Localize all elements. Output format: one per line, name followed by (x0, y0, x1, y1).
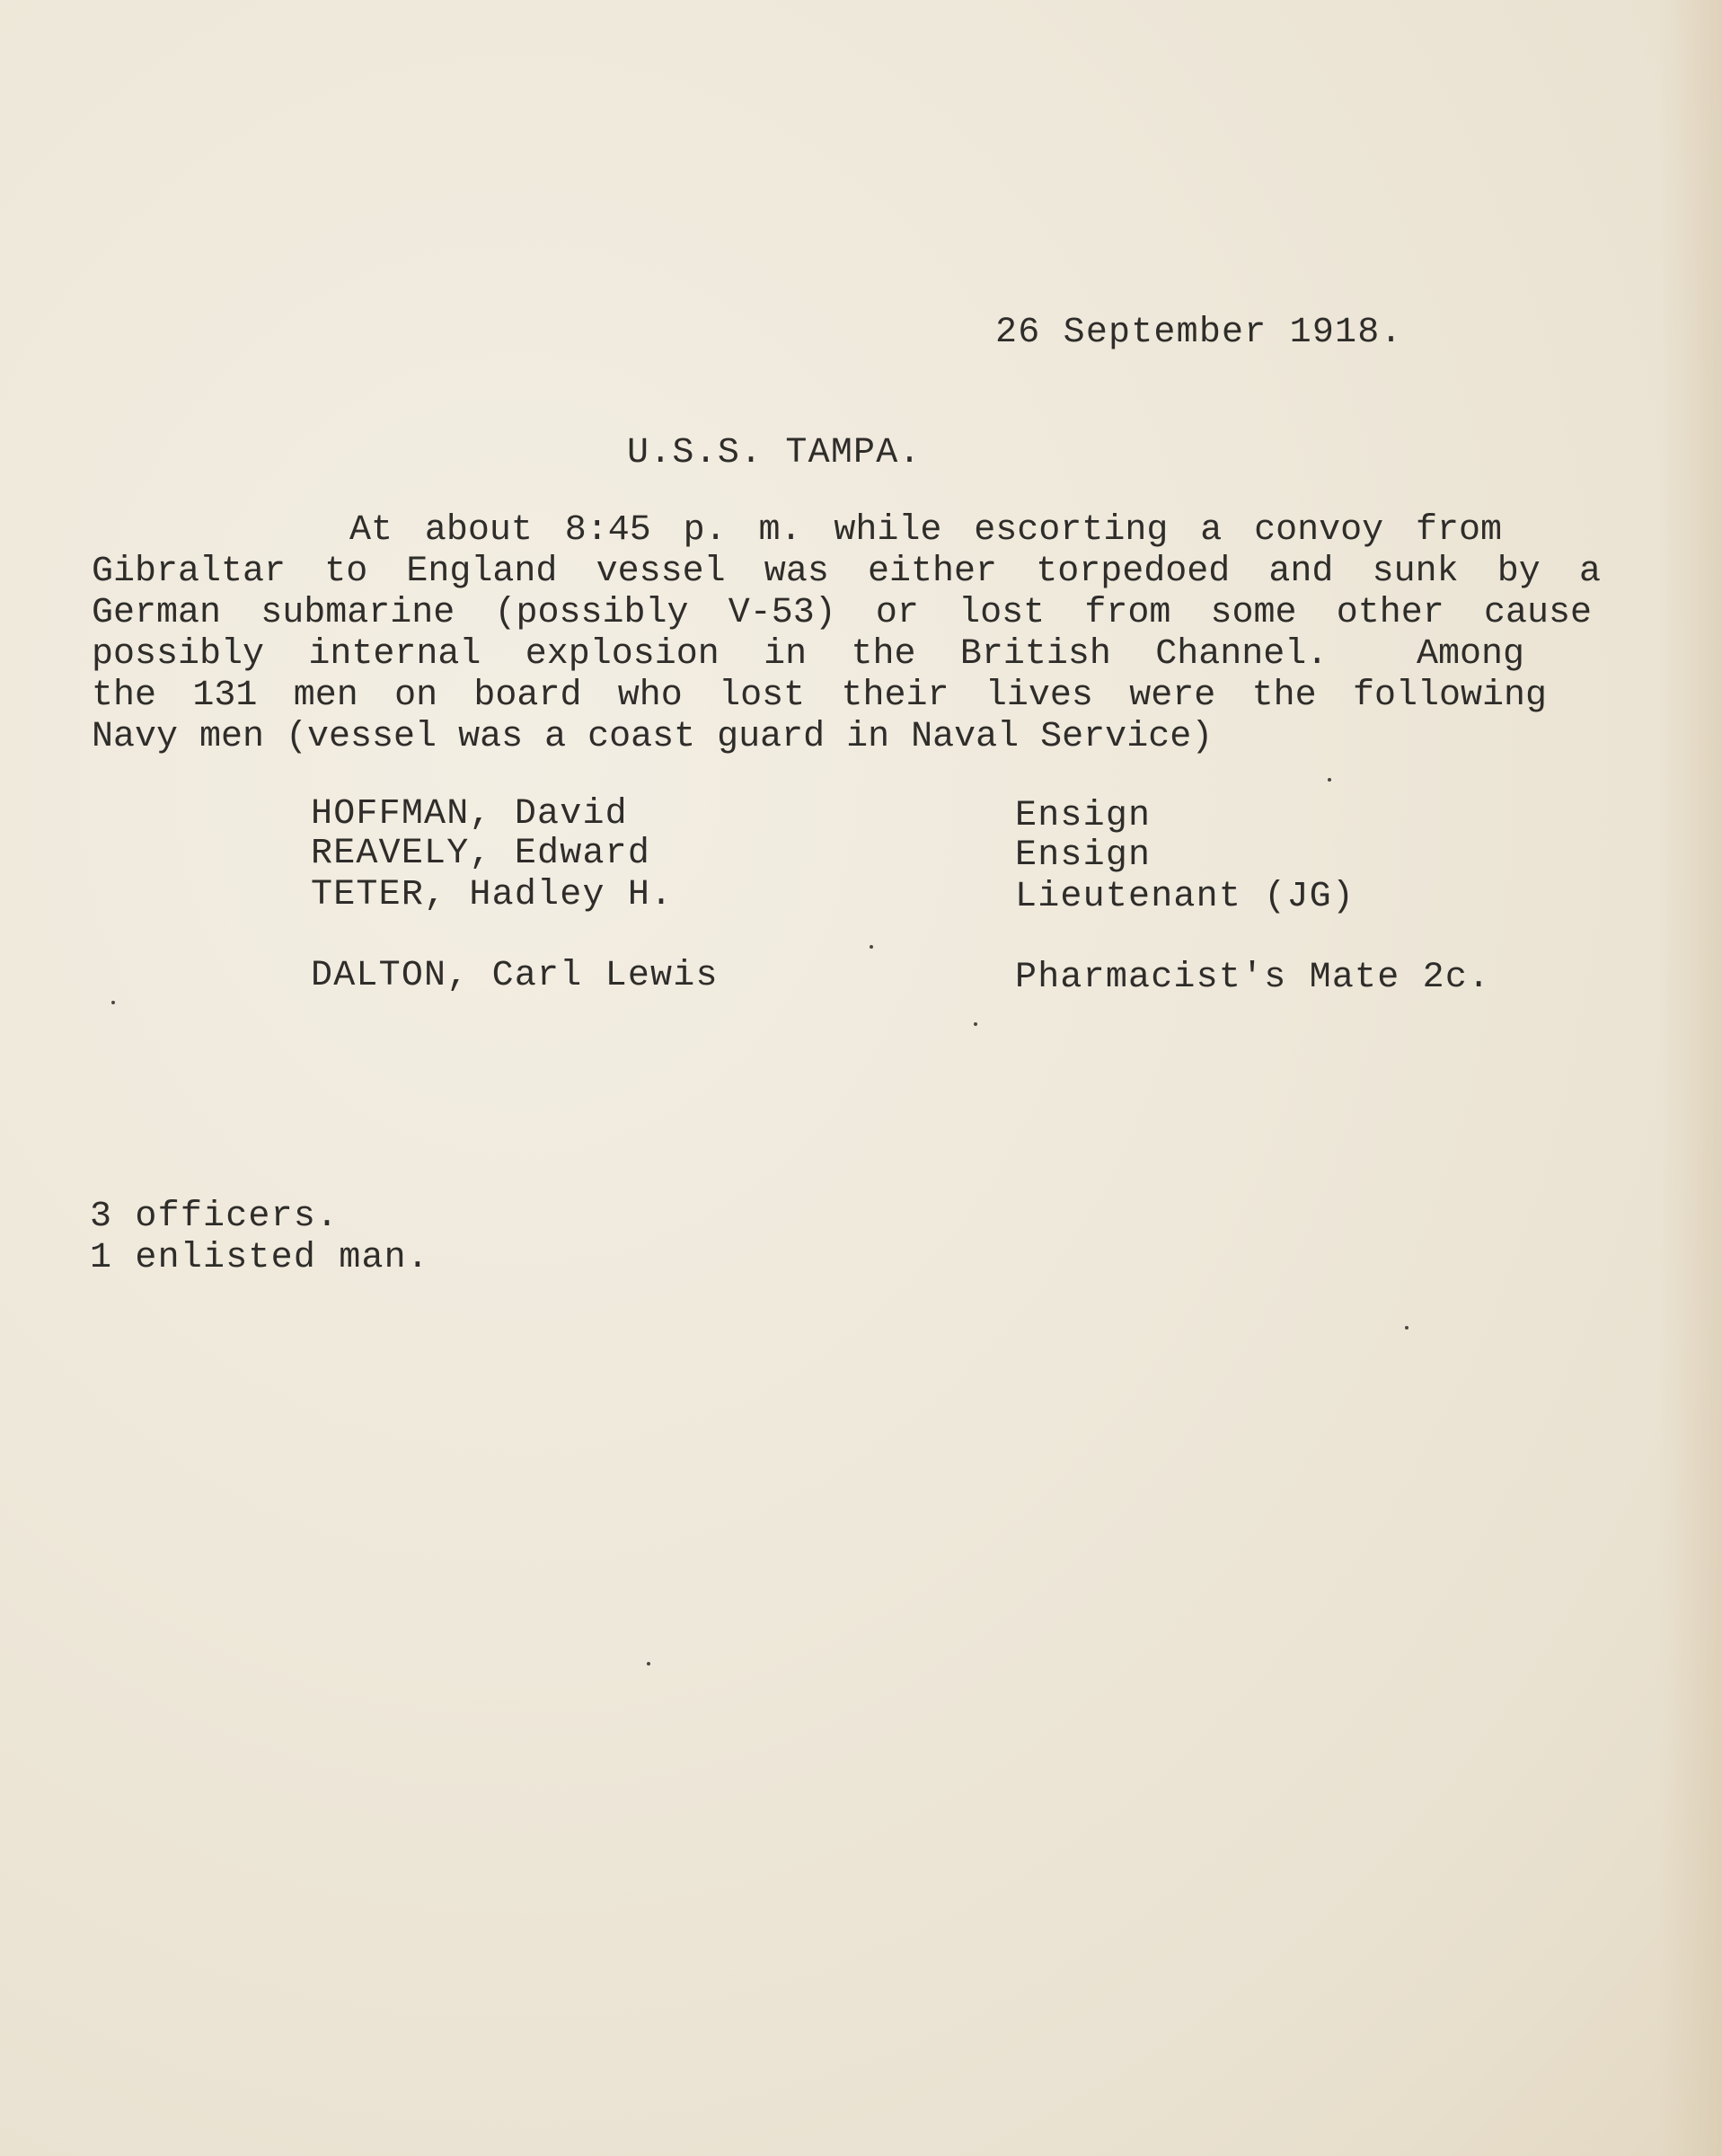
casualty-rank: Ensign (1015, 796, 1152, 836)
paper-speck (974, 1022, 977, 1026)
casualty-rank: Pharmacist's Mate 2c. (1015, 958, 1491, 998)
summary-officers: 3 officers. (90, 1197, 340, 1237)
paragraph-line: the 131 men on board who lost their lives were the following (92, 676, 1547, 716)
paragraph-line: possibly internal explosion in the British Channel. Among (92, 634, 1524, 675)
document-heading: U.S.S. TAMPA. (627, 433, 922, 473)
paper-speck (1405, 1326, 1409, 1330)
page-edge-shading (1659, 0, 1722, 2156)
summary-enlisted: 1 enlisted man. (90, 1238, 430, 1278)
paragraph-line: Navy men (vessel was a coast guard in Naval Service) (92, 717, 1214, 757)
paragraph-line: At about 8:45 p. m. while escorting a convoy from (92, 510, 1502, 551)
paper-speck (647, 1662, 650, 1666)
casualty-rank: Lieutenant (JG) (1015, 877, 1356, 917)
casualty-name: HOFFMAN, David (311, 794, 628, 835)
casualty-name: TETER, Hadley H. (311, 875, 674, 915)
casualty-name: DALTON, Carl Lewis (311, 956, 719, 996)
paper-speck (1328, 778, 1331, 782)
paper-speck (111, 1001, 115, 1004)
casualty-name: REAVELY, Edward (311, 834, 651, 874)
paragraph-line: Gibraltar to England vessel was either torpedoed and sunk by a (92, 552, 1601, 592)
paper-speck (870, 945, 873, 949)
document-date: 26 September 1918. (995, 313, 1403, 353)
paragraph-line: German submarine (possibly V-53) or lost from some other cause (92, 593, 1592, 633)
casualty-rank: Ensign (1015, 835, 1152, 876)
